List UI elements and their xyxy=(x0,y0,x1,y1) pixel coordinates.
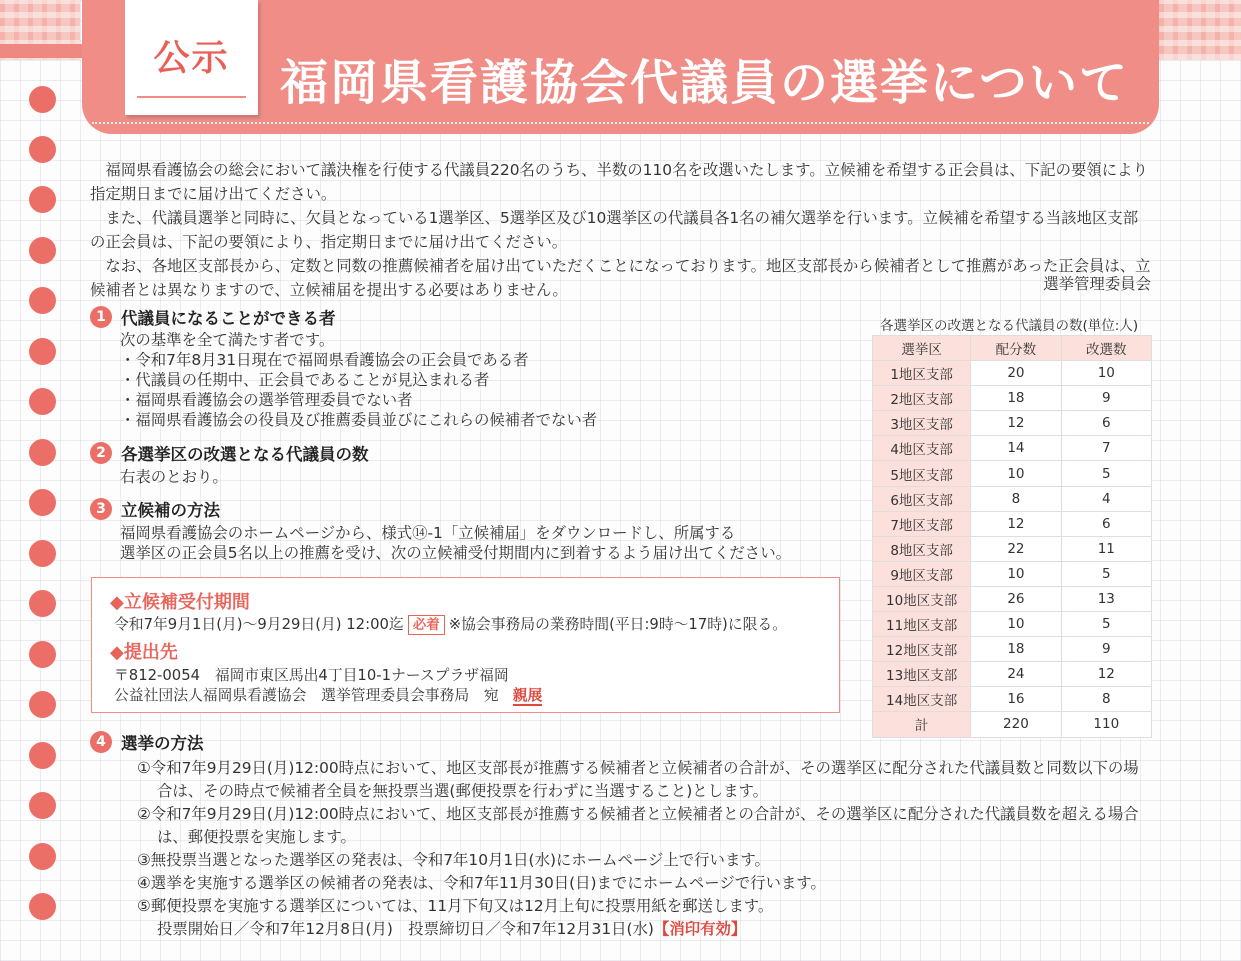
section-number-badge: 2 xyxy=(90,442,112,464)
section-1-line: ・代議員の任期中、正会員であることが見込まれる者 xyxy=(120,371,490,389)
allocation-cell: 10 xyxy=(971,561,1061,586)
table-row xyxy=(873,461,1152,486)
allocation-cell: 12 xyxy=(971,411,1061,436)
table-row xyxy=(873,561,1152,586)
total-allocation-cell: 220 xyxy=(971,712,1061,737)
reelection-cell: 6 xyxy=(1061,411,1151,436)
table-header-row xyxy=(873,336,1152,361)
reelection-cell: 7 xyxy=(1061,436,1151,461)
column-header: 改選数 xyxy=(1061,336,1151,361)
election-method-item: ③無投票当選となった選挙区の発表は、令和7年10月1日(水)にホームページ上で行います。 xyxy=(137,851,770,869)
binder-hole xyxy=(29,136,56,163)
section-1-body xyxy=(120,330,597,430)
election-method-item: ⑤郵便投票を実施する選挙区については、11月下旬又は12月上旬に投票用紙を郵送します。 xyxy=(137,897,774,915)
section-3-line: 選挙区の正会員5名以上の推薦を受け、次の立候補受付期間内に到着するよう届け出てください。 xyxy=(120,544,791,562)
section-3-title: 立候補の方法 xyxy=(121,501,220,520)
section-2-heading xyxy=(90,441,369,465)
confidential-mark: 親展 xyxy=(512,687,543,704)
total-label-cell: 計 xyxy=(873,712,971,737)
binder-hole xyxy=(29,388,56,415)
district-cell: 5地区支部 xyxy=(873,461,971,486)
table-row xyxy=(873,436,1152,461)
allocation-cell: 10 xyxy=(971,461,1061,486)
period-heading: ◆立候補受付期間 xyxy=(110,592,250,613)
section-1-title: 代議員になることができる者 xyxy=(121,309,336,328)
binder-hole xyxy=(29,893,56,920)
plaid-strip xyxy=(0,44,82,58)
binder-hole xyxy=(29,792,56,819)
reelection-cell: 6 xyxy=(1061,511,1151,536)
table-row xyxy=(873,612,1152,637)
binder-hole xyxy=(29,641,56,668)
allocation-cell: 24 xyxy=(971,662,1061,687)
section-1-heading xyxy=(90,305,336,329)
postmark-valid-note: 【消印有効】 xyxy=(653,920,747,938)
reelection-cell: 10 xyxy=(1061,361,1151,386)
district-cell: 2地区支部 xyxy=(873,386,971,411)
allocation-cell: 12 xyxy=(971,511,1061,536)
binder-hole xyxy=(29,186,56,213)
destination-heading: ◆提出先 xyxy=(110,642,178,663)
allocation-cell: 22 xyxy=(971,536,1061,561)
plaid-corner-right xyxy=(1159,0,1241,60)
district-cell: 14地区支部 xyxy=(873,687,971,712)
total-reelection-cell: 110 xyxy=(1061,712,1151,737)
column-header: 選挙区 xyxy=(873,336,971,361)
section-1-line: 次の基準を全て満たす者です。 xyxy=(120,331,335,349)
intro-text xyxy=(90,158,1152,302)
district-cell: 13地区支部 xyxy=(873,662,971,687)
allocation-cell: 18 xyxy=(971,386,1061,411)
submission-info-box xyxy=(91,577,840,713)
section-4-title: 選挙の方法 xyxy=(121,734,204,753)
district-cell: 3地区支部 xyxy=(873,411,971,436)
reelection-cell: 9 xyxy=(1061,386,1151,411)
notice-tag xyxy=(125,0,258,115)
binder-hole xyxy=(29,489,56,516)
district-cell: 11地区支部 xyxy=(873,612,971,637)
binder-hole xyxy=(29,338,56,365)
table-caption: 各選挙区の改選となる代議員の数(単位:人) xyxy=(880,318,1139,334)
page-title: 福岡県看護協会代議員の選挙について xyxy=(280,55,1130,111)
voting-period-line xyxy=(137,918,1153,941)
reelection-cell: 4 xyxy=(1061,486,1151,511)
binder-hole xyxy=(29,86,56,113)
district-cell: 7地区支部 xyxy=(873,511,971,536)
period-line xyxy=(114,613,787,635)
binder-hole xyxy=(29,237,56,264)
intro-paragraph-1: 福岡県看護協会の総会において議決権を行使する代議員220名のうち、半数の110名を改選いたします。立候補を希望する正会員は、下記の要領により指定期日までに届け出てください。 xyxy=(90,161,1148,203)
notice-tag-label: 公示 xyxy=(153,38,230,79)
allocation-cell: 20 xyxy=(971,361,1061,386)
section-3-body xyxy=(120,523,791,563)
allocation-cell: 26 xyxy=(971,586,1061,611)
binder-hole xyxy=(29,287,56,314)
reelection-cell: 5 xyxy=(1061,561,1151,586)
allocation-cell: 10 xyxy=(971,612,1061,637)
table-row xyxy=(873,386,1152,411)
committee-signature: 選挙管理委員会 xyxy=(1043,275,1151,293)
banner-dotted-line xyxy=(92,122,1149,124)
binder-hole xyxy=(29,590,56,617)
table-total-row xyxy=(873,712,1152,737)
intro-paragraph-3: なお、各地区支部長から、定数と同数の推薦候補者を届け出ていただくことになっております。地区支部長から候補者として推薦があった正会員は、立候補者とは異なりますので、立候補届を提出する必要はありません。 xyxy=(90,257,1151,299)
reelection-cell: 5 xyxy=(1061,461,1151,486)
reelection-cell: 5 xyxy=(1061,612,1151,637)
allocation-cell: 16 xyxy=(971,687,1061,712)
table-row xyxy=(873,361,1152,386)
table-row xyxy=(873,486,1152,511)
period-text: 令和7年9月1日(月)～9月29日(月) 12:00迄 xyxy=(114,616,404,633)
must-arrive-badge: 必着 xyxy=(408,615,445,635)
reelection-cell: 9 xyxy=(1061,637,1151,662)
address-line: 〒812-0054 福岡市東区馬出4丁目10-1ナースプラザ福岡 xyxy=(114,667,509,684)
table-row xyxy=(873,662,1152,687)
recipient-line xyxy=(114,684,542,705)
section-1-line: ・令和7年8月31日現在で福岡県看護協会の正会員である者 xyxy=(120,351,529,369)
election-method-item: ①令和7年9月29日(月)12:00時点において、地区支部長が推薦する候補者と立候補者の合計が、その選挙区に配分された代議員数と同数以下の場合は、その時点で候補者全員を無投票当選(郵便投票を行わずに当選すること)とします。 xyxy=(137,759,1139,800)
voting-period-text: 投票開始日／令和7年12月8日(月) 投票締切日／令和7年12月31日(水) xyxy=(157,920,654,938)
district-cell: 8地区支部 xyxy=(873,536,971,561)
section-number-badge: 4 xyxy=(90,731,112,753)
table-row xyxy=(873,586,1152,611)
section-2-body: 右表のとおり。 xyxy=(120,468,228,486)
notice-tag-underline xyxy=(137,96,246,98)
binder-hole xyxy=(29,540,56,567)
binder-hole xyxy=(29,439,56,466)
district-cell: 1地区支部 xyxy=(873,361,971,386)
section-2-title: 各選挙区の改選となる代議員の数 xyxy=(121,445,369,464)
section-number-badge: 1 xyxy=(90,306,112,328)
table-row xyxy=(873,687,1152,712)
section-3-line: 福岡県看護協会のホームページから、様式⑭-1「立候補届」をダウンロードし、所属する xyxy=(120,524,736,542)
district-cell: 4地区支部 xyxy=(873,436,971,461)
district-cell: 9地区支部 xyxy=(873,561,971,586)
section-1-line: ・福岡県看護協会の役員及び推薦委員並びにこれらの候補者でない者 xyxy=(120,411,598,429)
table-row xyxy=(873,511,1152,536)
delegate-count-table xyxy=(872,335,1152,738)
reelection-cell: 12 xyxy=(1061,662,1151,687)
allocation-cell: 8 xyxy=(971,486,1061,511)
section-4-body xyxy=(137,757,1153,941)
period-note: ※協会事務局の業務時間(平日:9時～17時)に限る。 xyxy=(448,616,788,633)
election-method-item: ②令和7年9月29日(月)12:00時点において、地区支部長が推薦する候補者と立候補者との合計が、その選挙区に配分された代議員数を超える場合は、郵便投票を実施します。 xyxy=(137,805,1139,846)
section-3-heading xyxy=(90,497,220,521)
allocation-cell: 14 xyxy=(971,436,1061,461)
district-cell: 6地区支部 xyxy=(873,486,971,511)
district-cell: 12地区支部 xyxy=(873,637,971,662)
section-4-heading xyxy=(90,730,204,754)
section-number-badge: 3 xyxy=(90,498,112,520)
reelection-cell: 8 xyxy=(1061,687,1151,712)
section-1-line: ・福岡県看護協会の選挙管理委員でない者 xyxy=(120,391,413,409)
intro-paragraph-2: また、代議員選挙と同時に、欠員となっている1選挙区、5選挙区及び10選挙区の代議員各1名の補欠選挙を行います。立候補を希望する当該地区支部の正会員は、下記の要領により、指定期日までに届け出てください。 xyxy=(90,209,1139,251)
election-method-item: ④選挙を実施する選挙区の候補者の発表は、令和7年11月30日(日)までにホームページで行います。 xyxy=(137,874,826,892)
table-row xyxy=(873,637,1152,662)
table-row xyxy=(873,411,1152,436)
reelection-cell: 11 xyxy=(1061,536,1151,561)
binder-hole xyxy=(29,691,56,718)
column-header: 配分数 xyxy=(971,336,1061,361)
allocation-cell: 18 xyxy=(971,637,1061,662)
district-cell: 10地区支部 xyxy=(873,586,971,611)
reelection-cell: 13 xyxy=(1061,586,1151,611)
binder-hole xyxy=(29,843,56,870)
table-row xyxy=(873,536,1152,561)
binder-hole xyxy=(29,742,56,769)
recipient-text: 公益社団法人福岡県看護協会 選挙管理委員会事務局 宛 xyxy=(114,687,499,704)
